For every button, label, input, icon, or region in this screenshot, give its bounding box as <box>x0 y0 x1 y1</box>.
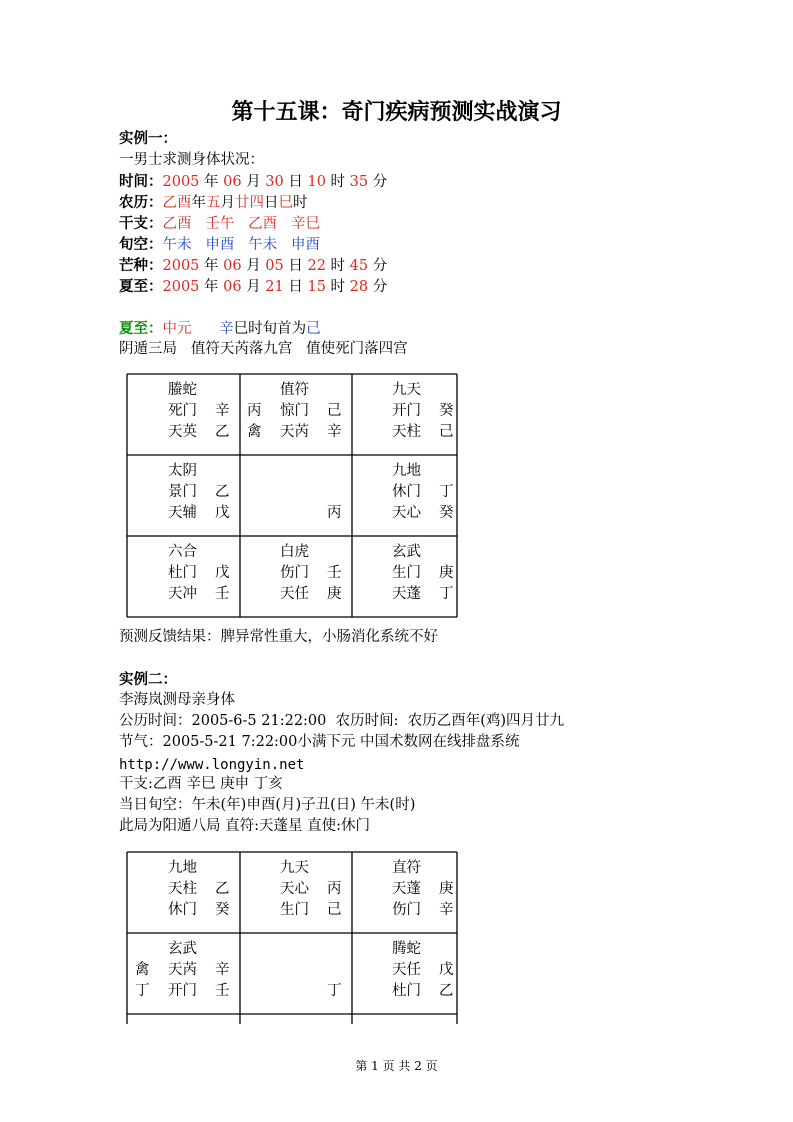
lunar-line: 农历：乙酉年五月廿四日巳时 <box>119 194 308 211</box>
c2-palace-9-door: 生门 <box>280 902 309 918</box>
example2-ganzhi: 干支:乙酉 辛巳 庚申 丁亥 <box>119 776 283 792</box>
time-line: 时间：2005 年 06 月 30 日 10 时 35 分 <box>119 173 388 190</box>
palace-6-door: 生门 <box>392 565 421 581</box>
palace-7-star: 天心 <box>392 505 421 521</box>
palace-8-star-stem: 壬 <box>215 586 230 602</box>
palace-7-god: 九地 <box>392 463 421 479</box>
example2-intro: 李海岚测母亲身体 <box>119 692 235 708</box>
c2-palace-7-god: 腾蛇 <box>392 941 421 957</box>
palace-6-star: 天蓬 <box>392 586 421 602</box>
palace-6-door-stem: 庚 <box>439 565 454 581</box>
example1-intro: 一男士求测身体状况： <box>119 152 264 168</box>
page-title: 第十五课：奇门疾病预测实战演习 <box>231 100 562 125</box>
palace-3-star-stem: 戊 <box>215 505 230 521</box>
palace-9-left2: 禽 <box>247 424 262 440</box>
c2-palace-3-god: 玄武 <box>168 941 197 957</box>
c2-palace-2-door: 伤门 <box>392 902 421 918</box>
palace-2-door-stem: 癸 <box>439 403 454 419</box>
palace-9-star: 天芮 <box>280 424 309 440</box>
c2-palace-3-star-stem: 辛 <box>215 962 230 978</box>
c2-palace-3-door-stem: 壬 <box>215 983 230 999</box>
palace-1-star-stem: 庚 <box>327 586 342 602</box>
c2-palace-4-star-stem: 乙 <box>215 881 230 897</box>
palace-5-stem: 丙 <box>327 505 342 521</box>
palace-1-door-stem: 壬 <box>327 565 342 581</box>
palace-6-god: 玄武 <box>392 544 421 560</box>
c2-palace-3-star: 天芮 <box>168 962 197 978</box>
c2-palace-2-door-stem: 辛 <box>439 902 454 918</box>
palace-3-door-stem: 乙 <box>215 484 230 500</box>
c2-palace-4-door-stem: 癸 <box>215 902 230 918</box>
c2-palace-2-god: 直符 <box>392 860 421 876</box>
c2-palace-7-door-stem: 乙 <box>439 983 454 999</box>
palace-1-star: 天任 <box>280 586 309 602</box>
c2-palace-2-star: 天蓬 <box>392 881 421 897</box>
palace-7-star-stem: 癸 <box>439 505 454 521</box>
palace-3-door: 景门 <box>168 484 197 500</box>
qimen-chart-1 <box>119 368 464 620</box>
example1-heading: 实例一： <box>119 130 177 147</box>
palace-1-door: 伤门 <box>280 565 309 581</box>
palace-9-star-stem: 辛 <box>327 424 342 440</box>
example2-solar-term: 节气：2005-5-21 7:22:00小满下元 中国术数网在线排盘系统 <box>119 734 520 750</box>
palace-2-star: 天柱 <box>392 424 421 440</box>
c2-palace-7-star: 天任 <box>392 962 421 978</box>
palace-8-door: 杜门 <box>168 565 197 581</box>
palace-8-star: 天冲 <box>168 586 197 602</box>
ju-line: 阴遁三局 值符天芮落九宫 值使死门落四宫 <box>119 341 408 357</box>
palace-9-god: 值符 <box>280 382 309 398</box>
example2-ju: 此局为阳遁八局 直符:天蓬星 直使:休门 <box>119 818 370 834</box>
palace-3-star: 天辅 <box>168 505 197 521</box>
c2-palace-9-god: 九天 <box>280 860 309 876</box>
palace-4-star: 天英 <box>168 424 197 440</box>
palace-2-star-stem: 己 <box>439 424 454 440</box>
palace-6-star-stem: 丁 <box>439 586 454 602</box>
c2-palace-7-door: 杜门 <box>392 983 421 999</box>
palace-9-left1: 丙 <box>247 403 262 419</box>
palace-4-door-stem: 辛 <box>215 403 230 419</box>
xunkong-line: 旬空：午未 申酉 午未 申酉 <box>119 236 320 253</box>
example1-result: 预测反馈结果：脾异常性重大，小肠消化系统不好 <box>119 629 438 645</box>
palace-1-god: 白虎 <box>280 544 309 560</box>
palace-4-star-stem: 乙 <box>215 424 230 440</box>
c2-palace-2-star-stem: 庚 <box>439 881 454 897</box>
page-footer: 第 1 页 共 2 页 <box>355 1059 438 1073</box>
c2-palace-3-left1: 禽 <box>135 962 150 978</box>
palace-4-god: 螣蛇 <box>168 382 197 398</box>
palace-7-door-stem: 丁 <box>439 484 454 500</box>
palace-7-door: 休门 <box>392 484 421 500</box>
palace-4-door: 死门 <box>168 403 197 419</box>
c2-palace-4-god: 九地 <box>168 860 197 876</box>
palace-9-door: 惊门 <box>280 403 309 419</box>
palace-2-door: 开门 <box>392 403 421 419</box>
example2-calendar: 公历时间：2005-6-5 21:22:00 农历时间: 农历乙酉年(鸡)四月廿九 <box>119 713 565 729</box>
c2-palace-4-star: 天柱 <box>168 881 197 897</box>
palace-9-door-stem: 己 <box>327 403 342 419</box>
example2-xunkong: 当日旬空：午未(年)申酉(月)子丑(日) 午未(时) <box>119 797 416 813</box>
c2-palace-3-left2: 丁 <box>135 983 150 999</box>
c2-palace-4-door: 休门 <box>168 902 197 918</box>
example2-heading: 实例二： <box>119 671 177 688</box>
c2-palace-9-star: 天心 <box>280 881 309 897</box>
c2-palace-9-door-stem: 己 <box>327 902 342 918</box>
c2-palace-9-star-stem: 丙 <box>327 881 342 897</box>
c2-palace-7-star-stem: 戊 <box>439 962 454 978</box>
mangzhong-line: 芒种：2005 年 06 月 05 日 22 时 45 分 <box>119 257 388 274</box>
palace-3-god: 太阴 <box>168 463 197 479</box>
palace-8-god: 六合 <box>168 544 197 560</box>
xiazhi-line: 夏至：2005 年 06 月 21 日 15 时 28 分 <box>119 278 388 295</box>
palace-2-god: 九天 <box>392 382 421 398</box>
qimen-chart-2 <box>119 846 464 1026</box>
c2-palace-5-stem: 丁 <box>327 983 342 999</box>
ganzhi-line: 干支：乙酉 壬午 乙酉 辛巳 <box>119 215 320 232</box>
palace-8-door-stem: 戊 <box>215 565 230 581</box>
summary-line: 夏至：中元 辛巳时旬首为己 <box>119 320 321 337</box>
example2-url: http://www.longyin.net <box>119 757 305 773</box>
c2-palace-3-door: 开门 <box>168 983 197 999</box>
